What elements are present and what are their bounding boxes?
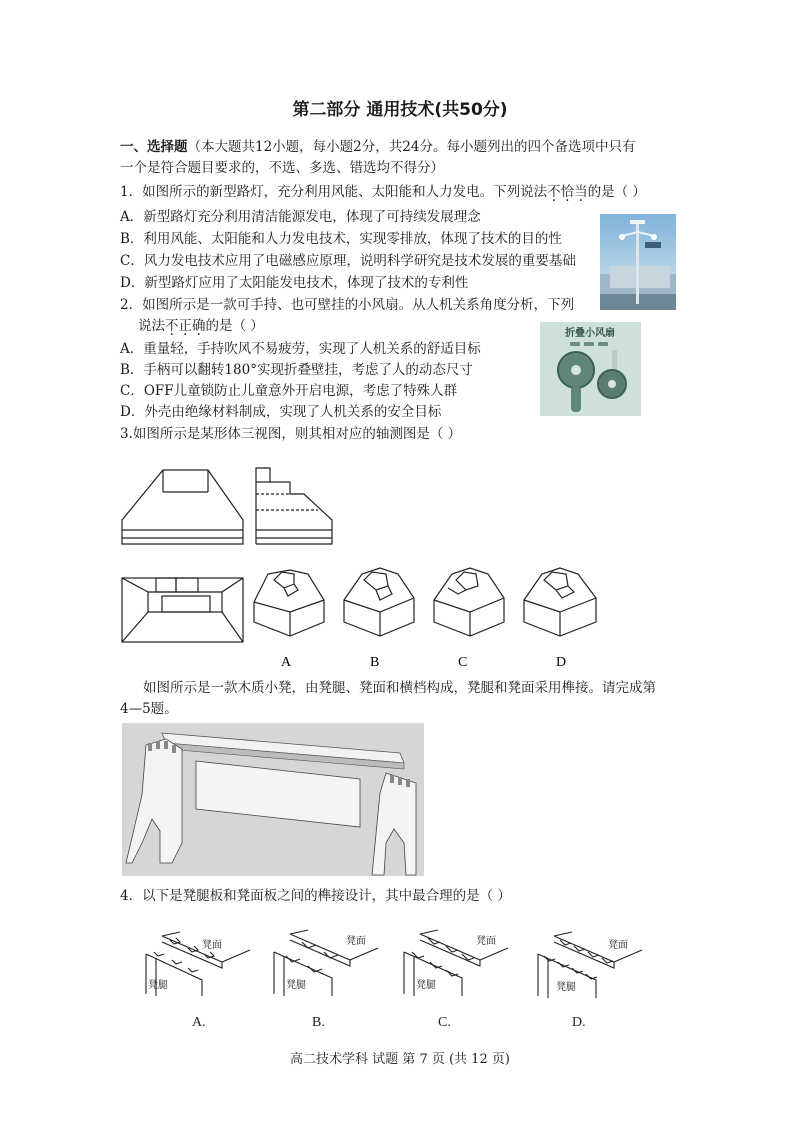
section-desc-2: 一个是符合题目要求的，不选、多选、错选均不得分）	[120, 160, 444, 176]
joint-a-leg-label: 凳腿	[148, 980, 168, 991]
fan-label: 折叠小风扇	[565, 328, 615, 339]
q2-stem-end: 的是（ ）	[205, 318, 264, 334]
q1-emphasis-3: 当	[574, 184, 588, 200]
street-lamp-image	[600, 214, 676, 310]
q4-label-d: D.	[572, 1015, 586, 1030]
joint-options-figure	[140, 922, 660, 1032]
joint-c-top-label: 凳面	[476, 936, 496, 947]
stool-image	[122, 723, 424, 876]
side-view	[256, 468, 332, 544]
q3-label-b: B	[370, 655, 380, 670]
page-title: 第二部分 通用技术(共50分)	[292, 100, 508, 120]
q4-label-b: B.	[312, 1015, 325, 1030]
iso-option-a	[254, 570, 324, 636]
front-view	[122, 470, 243, 544]
section-label: 一、选择题	[120, 139, 188, 155]
q2-stem-1: 2．如图所示是一款可手持、也可壁挂的小风扇。从人机关系角度分析，下列	[120, 297, 575, 313]
joint-d-top-label: 凳面	[608, 940, 628, 951]
q2-option-b: B．手柄可以翻转180°实现折叠壁挂，考虑了人的动态尺寸	[120, 362, 473, 378]
q1-option-d: D．新型路灯应用了太阳能发电技术，体现了技术的专利性	[120, 275, 469, 291]
section-desc-1: （本大题共12小题，每小题2分，共24分。每小题列出的四个备选项中只有	[187, 139, 636, 155]
three-view-figure	[118, 462, 618, 672]
q2-stem-2	[138, 316, 264, 336]
q3-label-d: D	[556, 655, 567, 670]
section-header	[120, 137, 635, 157]
q1-option-a: A．新型路灯充分利用清洁能源发电，体现了可持续发展理念	[120, 209, 481, 225]
iso-option-c	[434, 568, 504, 636]
top-view	[122, 578, 243, 642]
q4-label-c: C.	[438, 1015, 451, 1030]
iso-option-d	[524, 568, 596, 636]
joint-b-leg-label: 凳腿	[286, 980, 306, 991]
q2-stem-text: 说法	[138, 318, 165, 334]
q1-option-c: C．风力发电技术应用了电磁感应原理，说明科学研究是技术发展的重要基础	[120, 253, 576, 269]
q3-label-a: A	[281, 655, 292, 670]
q2-emphasis-1: 不	[165, 318, 179, 334]
joint-a-top-label: 凳面	[202, 940, 222, 951]
q4-label-a: A.	[192, 1015, 206, 1030]
q1-stem-end: 的是（ ）	[587, 184, 646, 200]
q2-option-a: A．重量轻，手持吹风不易疲劳，实现了人机关系的舒适目标	[120, 341, 481, 357]
fan-image	[540, 322, 641, 416]
q2-option-c: C．OFF儿童锁防止儿童意外开启电源，考虑了特殊人群	[120, 383, 458, 399]
q1-emphasis-1: 不	[547, 184, 561, 200]
q1-emphasis-2: 恰	[560, 184, 575, 200]
q2-emphasis-3: 确	[192, 318, 206, 334]
page-footer: 高二技术学科 试题 第 7 页 (共 12 页)	[290, 1052, 510, 1067]
q2-option-d: D．外壳由绝缘材料制成，实现了人机关系的安全目标	[120, 404, 442, 420]
q1-stem	[120, 182, 646, 202]
q4-stem: 4．以下是凳腿板和凳面板之间的榫接设计，其中最合理的是（ ）	[120, 888, 511, 904]
q1-option-b: B．利用风能、太阳能和人力发电技术，实现零排放，体现了技术的目的性	[120, 231, 562, 247]
joint-b-top-label: 凳面	[346, 936, 366, 947]
joint-d-leg-label: 凳腿	[556, 982, 576, 993]
q3-label-c: C	[458, 655, 468, 670]
intro45-line-2: 4—5题。	[120, 701, 178, 717]
intro45-line-1: 如图所示是一款木质小凳，由凳腿、凳面和横档构成，凳腿和凳面采用榫接。请完成第	[143, 680, 656, 696]
joint-c-leg-label: 凳腿	[416, 980, 436, 991]
iso-option-b	[344, 568, 414, 636]
q2-emphasis-2: 正	[178, 318, 192, 334]
q1-stem-text: 1．如图所示的新型路灯，充分利用风能、太阳能和人力发电。下列说法	[120, 184, 548, 200]
q3-stem: 3.如图所示是某形体三视图，则其相对应的轴测图是（ ）	[120, 426, 462, 442]
